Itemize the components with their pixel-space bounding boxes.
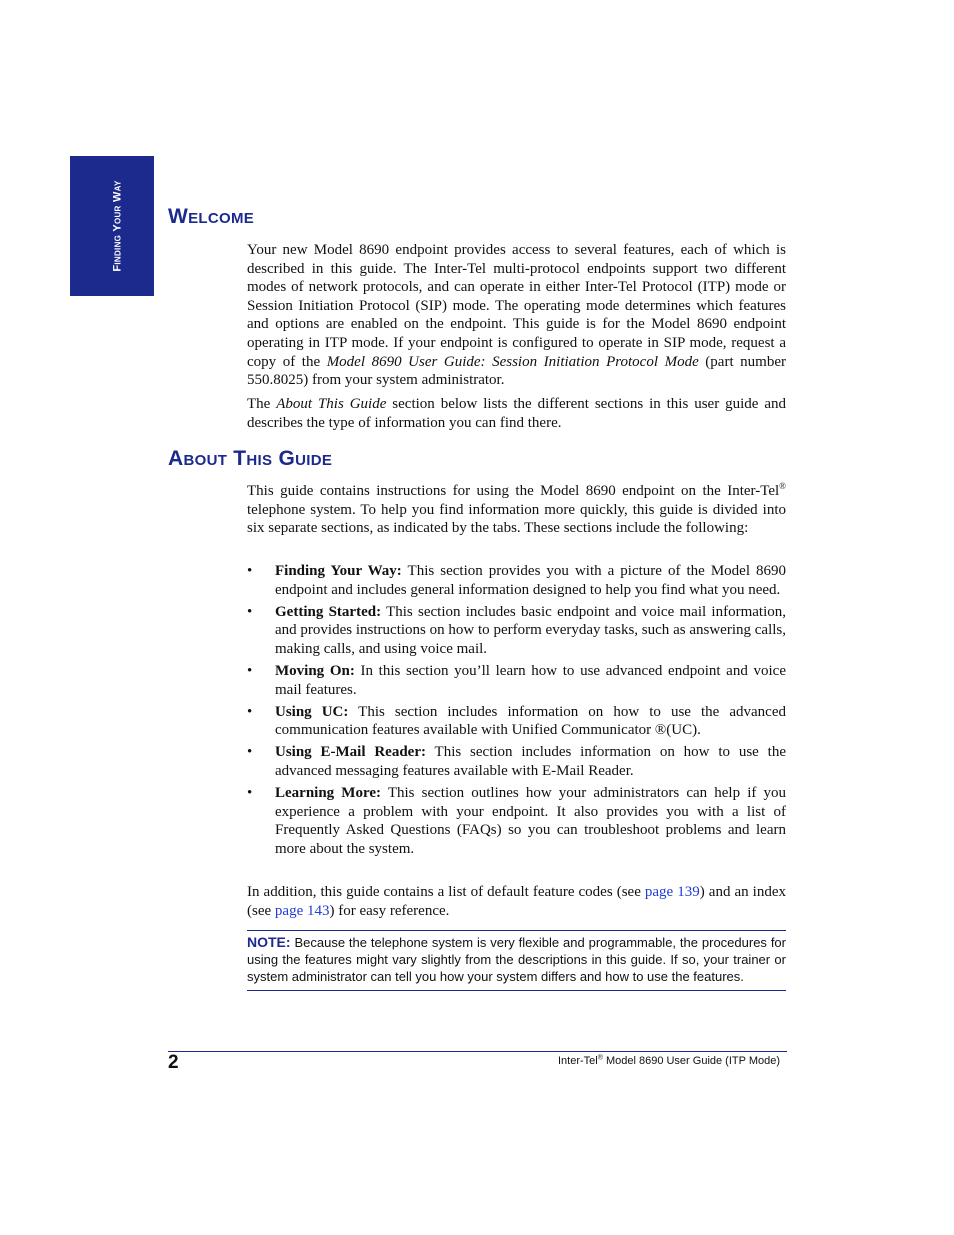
- about-paragraph: [247, 482, 786, 538]
- text-run: Your new Model 8690 endpoint provides access to several features, each of which is described in this guide. The Inter-Tel multi-protocol endpoints support two different modes of network protocols, and can operate in either Inter-Tel Protocol (ITP) mode or Session Initiation Protocol (SIP) mode. The operating mode determines which features and options are enabled on the endpoint. This guide is for the Model 8690 endpoint operating in ITP mode. If your endpoint is configured to operate in SIP mode, request a copy of the: [247, 242, 786, 370]
- list-item-text: This section outlines how your administrators can help if you experience a problem with your endpoint. It also provides you with a list of Frequently Asked Questions (FAQs) so you can troubleshoot problems and learn more about the system.: [275, 785, 786, 857]
- list-item: [247, 703, 786, 740]
- text-run: telephone system. To help you find information more quickly, this guide is divided into six separate sections, as indicated by the tabs. These sections include the following:: [247, 501, 786, 537]
- list-item: [247, 603, 786, 659]
- footer-brand: Inter-Tel: [557, 1055, 598, 1067]
- text-run: In addition, this guide contains a list of default feature codes (see: [247, 884, 645, 900]
- section-ref-italic: About This Guide: [276, 396, 387, 412]
- welcome-paragraph-2: [247, 395, 786, 432]
- text-run: ) and an index (see: [247, 884, 786, 919]
- list-item-text: This section provides you with a picture of the Model 8690 endpoint and includes general information designed to help you find what you need.: [275, 563, 787, 598]
- reference-paragraph: [247, 883, 786, 920]
- footer-doc-title: Model 8690 User Guide (ITP Mode): [602, 1055, 780, 1067]
- list-item-text: This section includes information on how to use the advanced communication features available with Unified Communicator ®(UC).: [275, 703, 786, 739]
- list-item-text: This section includes information on how to use the advanced messaging features available with E-Mail Reader.: [275, 744, 786, 779]
- list-item-text: This section includes basic endpoint and voice mail information, and provides instructions on how to perform everyday tasks, such as answering calls, making calls, and using voice mail.: [275, 603, 786, 657]
- note-label: NOTE:: [247, 934, 291, 950]
- list-item-label: Moving On:: [275, 662, 355, 679]
- list-item-label: Using E-Mail Reader:: [275, 744, 426, 761]
- list-item-label: Finding Your Way:: [275, 563, 402, 579]
- list-item: [247, 743, 786, 780]
- text-run: This guide contains instructions for using the Model 8690 endpoint on the Inter-Tel: [247, 483, 780, 499]
- index-page-link[interactable]: page 143: [274, 902, 330, 919]
- text-run: The: [247, 396, 277, 412]
- about-heading: About This Guide: [168, 447, 333, 470]
- bullet: •: [247, 563, 253, 579]
- sections-list: [247, 562, 786, 862]
- section-tab-label-wrap: [70, 156, 154, 296]
- welcome-heading: Welcome: [168, 205, 255, 228]
- text-run: ) for easy reference.: [329, 902, 450, 919]
- list-item-label: Using UC:: [275, 703, 349, 720]
- welcome-paragraph: [247, 241, 786, 390]
- bullet: •: [247, 744, 253, 761]
- registered-mark: ®: [779, 481, 786, 491]
- footer-rule: [168, 1051, 787, 1052]
- list-item-label: Learning More:: [275, 785, 381, 802]
- feature-codes-page-link[interactable]: page 139: [644, 884, 700, 900]
- list-item-label: Getting Started:: [275, 603, 382, 620]
- text-run: section below lists the different sections in this user guide and describes the type of information you can find there.: [247, 396, 786, 431]
- guide-title-italic: Model 8690 User Guide: Session Initiation Protocol Mode: [326, 353, 699, 370]
- list-item: [247, 662, 786, 699]
- footer-title: [558, 1055, 780, 1067]
- text-run: (part number 550.8025) from your system administrator.: [247, 353, 787, 389]
- bullet: •: [247, 603, 253, 620]
- note-box: [247, 930, 786, 991]
- page-number: 2: [168, 1052, 179, 1073]
- bullet: •: [247, 662, 253, 679]
- registered-mark: ®: [597, 1054, 603, 1062]
- note-text: Because the telephone system is very flexible and programmable, the procedures for using the features might vary slightly from the descriptions in this guide. If so, your trainer or system administrator can tell you how your system differs and how to use the features.: [247, 935, 786, 985]
- list-item: [247, 562, 786, 599]
- list-item-text: In this section you’ll learn how to use advanced endpoint and voice mail features.: [275, 662, 786, 698]
- list-item: [247, 784, 786, 858]
- bullet: •: [247, 703, 253, 720]
- section-tab-label: Finding Your Way: [112, 180, 124, 272]
- bullet: •: [247, 785, 253, 802]
